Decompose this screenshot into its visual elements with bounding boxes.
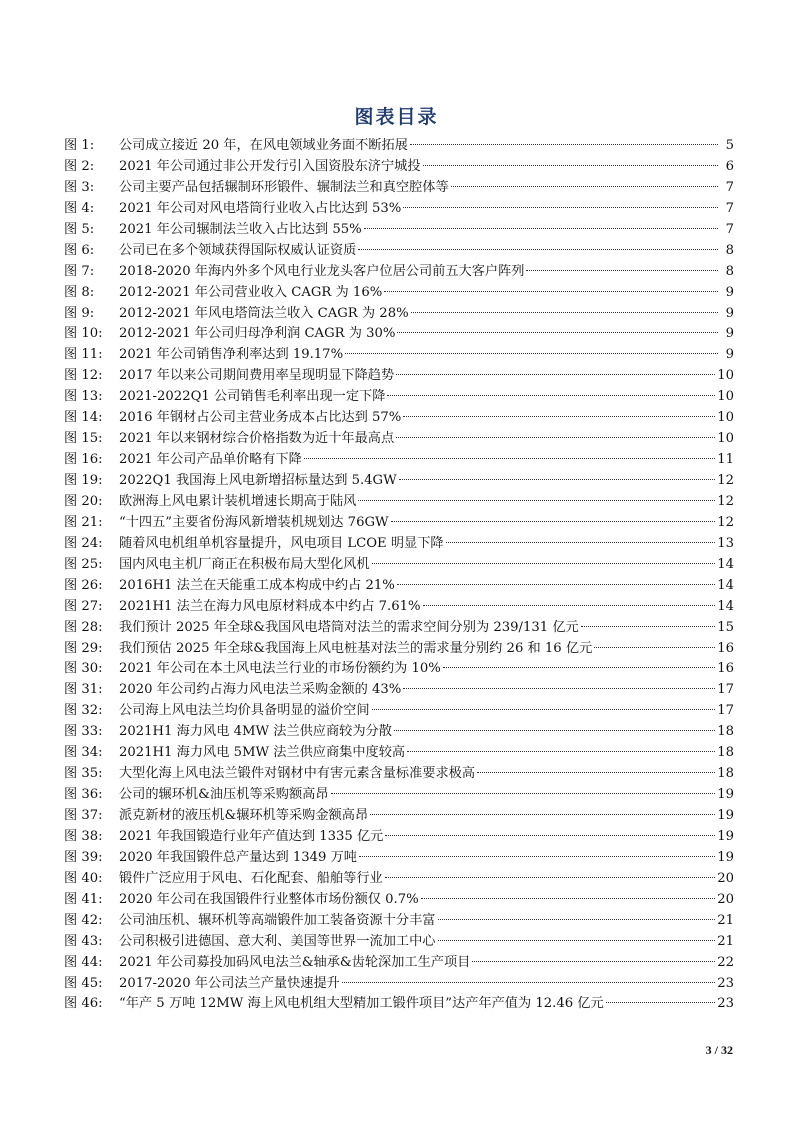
toc-entry[interactable] [64,241,734,262]
toc-entry-label: 图 40: [64,870,103,886]
toc-entry-label: 图 5: [64,221,95,237]
toc-dot-leader [407,751,715,752]
toc-entry-title[interactable]: 我们预估 2025 年全球&我国海上风电桩基对法兰的需求量分别约 26 和 16 亿元 [119,640,593,656]
toc-entry-page[interactable]: 14 [717,598,734,614]
toc-entry-title[interactable]: 2012-2021 年公司归母净利润 CAGR 为 30% [119,326,396,342]
toc-entry[interactable] [64,953,734,974]
toc-entry-page[interactable]: 19 [717,828,734,844]
toc-entry-label: 图 6: [64,242,95,258]
toc-entry[interactable] [64,283,734,304]
toc-entry-label: 图 21: [64,514,103,530]
toc-entry-page[interactable]: 19 [717,808,734,823]
toc-entry-page[interactable]: 12 [717,493,734,509]
toc-entry-page[interactable]: 23 [717,975,734,991]
toc-entry-title[interactable]: 2021 年公司在本土风电法兰行业的市场份额约为 10% [119,661,441,677]
toc-entry[interactable] [64,576,734,597]
toc-dot-leader [387,395,715,396]
toc-entry-label: 图 45: [64,975,103,991]
toc-entry-label: 图 10: [64,326,103,342]
toc-dot-leader [391,521,716,522]
toc-entry-title[interactable]: 2020 年公司约占海力风电法兰采购金额的 43% [119,682,402,698]
toc-entry[interactable] [64,199,734,220]
page-number: 3 / 32 [705,1043,733,1057]
toc-entry-label: 图 28: [64,619,103,635]
toc-entry[interactable] [64,262,734,283]
toc-dot-leader [372,709,716,710]
toc-dot-leader [370,814,715,815]
toc-entry-label: 图 35: [64,766,103,782]
toc-entry-page[interactable]: 6 [725,158,734,174]
toc-entry-page[interactable]: 18 [717,724,734,740]
toc-entry-label: 图 38: [64,828,103,844]
toc-dot-leader [421,898,716,899]
toc-entry-title[interactable]: 2021H1 海力风电 4MW 法兰供应商较为分散 [119,724,392,740]
toc-dot-leader [477,772,715,773]
toc-dot-leader [446,542,716,543]
toc-entry-title[interactable]: 我们预计 2025 年全球&我国风电塔筒对法兰的需求空间分别为 239/131 亿元 [119,619,579,635]
toc-entry-page[interactable]: 18 [717,766,734,782]
toc-entry-title[interactable]: 2021H1 法兰在海力风电原材料成本中约占 7.61% [119,598,421,614]
toc-entry[interactable] [64,659,734,680]
toc-entry-page[interactable]: 10 [717,410,734,426]
toc-entry-title[interactable]: 2018-2020 年海内外多个风电行业龙头客户位居公司前五大客户阵列 [119,263,525,279]
toc-entry-page[interactable]: 19 [717,849,734,865]
toc-entry-label: 图 34: [64,745,103,761]
toc-entry[interactable] [64,827,734,848]
toc-entry-page[interactable]: 9 [725,326,734,342]
toc-dot-leader [411,312,718,313]
toc-entry-title[interactable]: “十四五”主要省份海风新增装机规划达 76GW [119,514,389,530]
toc-entry-label: 图 14: [64,410,103,426]
toc-entry-label: 图 7: [64,263,95,279]
toc-entry-label: 图 12: [64,368,103,384]
toc-entry-label: 图 31: [64,682,103,698]
toc-entry-label: 图 1: [64,138,95,153]
toc-entry-page[interactable]: 7 [725,200,734,216]
toc-entry-page[interactable]: 22 [717,954,734,970]
toc-entry-title[interactable]: 2021 年公司销售净利率达到 19.17% [119,347,344,363]
toc-entry-label: 图 26: [64,577,103,593]
toc-dot-leader [410,144,718,145]
toc-dot-leader [358,249,718,250]
toc-entry-title[interactable]: 2021 年以来钢材综合价格指数为近十年最高点 [119,431,395,447]
toc-entry-label: 图 2: [64,158,95,174]
toc-entry-label: 图 44: [64,954,103,970]
toc-dot-leader [581,626,715,627]
toc-entry-label: 图 46: [64,996,103,1012]
toc-entry[interactable] [64,764,734,785]
toc-entry[interactable] [64,555,734,576]
toc-entry[interactable] [64,994,734,1015]
toc-entry-label: 图 11: [64,347,103,363]
toc-entry-page[interactable]: 8 [725,263,734,279]
toc-entry-title[interactable]: 公司海上风电法兰均价具备明显的溢价空间 [119,703,370,719]
toc-entry-title[interactable]: 欧洲海上风电累计装机增速长期高于陆风 [119,493,357,509]
toc-entry-label: 图 37: [64,808,103,823]
toc-dot-leader [385,877,715,878]
toc-entry-title[interactable]: 2021H1 海力风电 5MW 法兰供应商集中度较高 [119,745,406,761]
toc-entry[interactable] [64,324,734,345]
toc-entry[interactable] [64,136,734,157]
toc-entry-title[interactable]: 2017 年以来公司期间费用率呈现明显下降趋势 [119,368,395,384]
toc-entry-title[interactable]: 2021-2022Q1 公司销售毛利率出现一定下降 [119,389,386,405]
toc-entry-page[interactable]: 16 [717,640,734,656]
toc-entry-title[interactable]: 2021 年公司辗制法兰收入占比达到 55% [119,221,362,237]
toc-entry[interactable] [64,220,734,241]
toc-entry-title[interactable]: 国内风电主机厂商正在积极布局大型化风机 [119,556,370,572]
toc-entry[interactable] [64,408,734,429]
toc-entry-page[interactable]: 9 [725,284,734,300]
toc-entry-label: 图 33: [64,724,103,740]
toc-entry-label: 图 15: [64,431,103,447]
toc-entry[interactable] [64,618,734,639]
toc-dot-leader [358,500,715,501]
toc-dot-leader [364,228,718,229]
toc-entry-title[interactable]: 公司的辗环机&油压机等采购额高昂 [119,787,329,803]
toc-entry-page[interactable]: 7 [725,221,734,237]
toc-entry-label: 图 42: [64,912,103,928]
toc-entry[interactable] [64,974,734,995]
toc-entry-label: 图 36: [64,787,103,803]
toc-entry-page[interactable]: 17 [717,682,734,698]
toc-entry-title[interactable]: 随着风电机组单机容量提升，风电项目 LCOE 明显下降 [119,535,444,551]
toc-entry-title[interactable]: 2021 年公司募投加码风电法兰&轴承&齿轮深加工生产项目 [119,954,471,970]
toc-dot-leader [331,793,716,794]
toc-entry[interactable] [64,743,734,764]
toc-dot-leader [526,270,718,271]
toc-entry-page[interactable]: 11 [717,452,734,468]
toc-entry-title[interactable]: 2017-2020 年公司法兰产量快速提升 [119,975,340,991]
toc-entry[interactable] [64,890,734,911]
toc-entry-page[interactable]: 21 [717,912,734,928]
toc-entry-page[interactable]: 16 [717,661,734,677]
toc-entry[interactable] [64,848,734,869]
toc-entry[interactable] [64,178,734,199]
toc-entry[interactable] [64,932,734,953]
toc-dot-leader [385,835,715,836]
toc-entry[interactable] [64,471,734,492]
toc-entry-page[interactable]: 9 [725,347,734,363]
toc-dot-leader [384,291,718,292]
toc-entry-title[interactable]: 2021 年公司对风电塔筒行业收入占比达到 53% [119,200,402,216]
toc-entry[interactable] [64,680,734,701]
toc-entry-title[interactable]: 2012-2021 年风电塔筒法兰收入 CAGR 为 28% [119,305,409,321]
toc-entry-page[interactable]: 23 [717,996,734,1012]
toc-entry-label: 图 29: [64,640,103,656]
page-title: 图表目录 [354,106,439,128]
toc-entry-label: 图 41: [64,891,103,907]
toc-dot-leader [423,605,716,606]
toc-entry[interactable] [64,785,734,806]
toc-entry-label: 图 25: [64,556,103,572]
toc-entry-page[interactable]: 10 [717,368,734,384]
toc-entry-title[interactable]: 公司已在多个领域获得国际权威认证资质 [119,242,357,258]
toc-entry-title[interactable]: 2020 年我国锻件总产量达到 1349 万吨 [119,849,357,865]
toc-entry-page[interactable]: 8 [725,242,734,258]
figure-table-of-contents [64,136,734,1015]
toc-entry-title[interactable]: 2022Q1 我国海上风电新增招标量达到 5.4GW [119,473,397,488]
toc-dot-leader [372,563,716,564]
toc-dot-leader [399,479,716,480]
toc-entry[interactable] [64,597,734,618]
toc-entry-page[interactable]: 13 [717,535,734,551]
toc-entry[interactable] [64,911,734,932]
toc-entry[interactable] [64,366,734,387]
toc-entry-title[interactable]: 2016H1 法兰在天能重工成本构成中约占 21% [119,577,395,593]
toc-dot-leader [396,437,715,438]
toc-entry-page[interactable]: 15 [717,619,734,635]
toc-entry-title[interactable]: 公司油压机、辗环机等高端锻件加工装备资源十分丰富 [119,912,436,928]
toc-entry[interactable] [64,722,734,743]
toc-entry-title[interactable]: 公司积极引进德国、意大利、美国等世界一流加工中心 [119,933,436,949]
toc-entry-label: 图 30: [64,661,103,677]
toc-dot-leader [342,982,715,983]
toc-entry-label: 图 16: [64,452,103,468]
toc-entry[interactable] [64,701,734,722]
toc-dot-leader [451,186,718,187]
toc-entry-page[interactable]: 14 [717,577,734,593]
toc-entry-label: 图 4: [64,200,95,216]
toc-dot-leader [594,647,715,648]
toc-entry-label: 图 27: [64,598,103,614]
toc-entry-label: 图 24: [64,535,103,551]
toc-entry-title[interactable]: 公司主要产品包括辗制环形锻件、辗制法兰和真空腔体等 [119,179,449,195]
toc-dot-leader [345,353,718,354]
toc-entry[interactable] [64,534,734,555]
toc-entry-page[interactable]: 20 [717,891,734,907]
toc-entry-title[interactable]: 公司成立接近 20 年，在风电领域业务面不断拓展 [119,138,408,153]
toc-entry[interactable] [64,387,734,408]
toc-entry-title[interactable]: 2021 年我国锻造行业年产值达到 1335 亿元 [119,828,384,844]
toc-dot-leader [606,1002,716,1003]
toc-entry-title[interactable]: 2020 年公司在我国锻件行业整体市场份额仅 0.7% [119,891,419,907]
toc-entry[interactable] [64,157,734,178]
toc-entry-label: 图 39: [64,849,103,865]
toc-entry-page[interactable]: 12 [717,514,734,530]
toc-entry-page[interactable]: 10 [717,389,734,405]
toc-entry-label: 图 3: [64,179,95,195]
toc-entry[interactable] [64,345,734,366]
toc-dot-leader [304,458,715,459]
toc-entry[interactable] [64,869,734,890]
toc-dot-leader [403,207,718,208]
toc-entry-title[interactable]: 锻件广泛应用于风电、石化配套、船舶等行业 [119,870,383,886]
toc-dot-leader [472,961,715,962]
toc-entry-page[interactable]: 17 [717,703,734,719]
toc-entry-page[interactable]: 18 [717,745,734,761]
toc-entry-label: 图 32: [64,703,103,719]
toc-entry-page[interactable]: 7 [725,179,734,195]
toc-dot-leader [438,940,716,941]
toc-entry-page[interactable]: 20 [717,870,734,886]
toc-dot-leader [403,416,715,417]
toc-entry-label: 图 19: [64,473,103,488]
toc-entry-page[interactable]: 10 [717,431,734,447]
toc-entry-label: 图 8: [64,284,95,300]
toc-entry-label: 图 43: [64,933,103,949]
toc-entry-page[interactable]: 9 [725,305,734,321]
toc-entry-page[interactable]: 12 [717,473,734,488]
toc-entry-title[interactable]: 大型化海上风电法兰锻件对钢材中有害元素含量标准要求极高 [119,766,476,782]
toc-entry-title[interactable]: 2021 年公司产品单价略有下降 [119,452,302,468]
toc-dot-leader [397,584,715,585]
toc-entry-title[interactable]: 2016 年钢材占公司主营业务成本占比达到 57% [119,410,402,426]
toc-entry-label: 图 9: [64,305,95,321]
toc-entry-title[interactable]: 2012-2021 年公司营业收入 CAGR 为 16% [119,284,383,300]
toc-dot-leader [438,919,716,920]
toc-entry-title[interactable]: 2021 年公司通过非公开发行引入国资股东济宁城投 [119,158,421,174]
toc-entry-page[interactable]: 14 [717,556,734,572]
toc-dot-leader [423,165,718,166]
toc-entry-title[interactable]: “年产 5 万吨 12MW 海上风电机组大型精加工锻件项目”达产年产值为 12.46 亿元 [119,996,604,1012]
toc-entry[interactable] [64,304,734,325]
toc-dot-leader [359,856,715,857]
toc-entry-title[interactable]: 派克新材的液压机&辗环机等采购金额高昂 [119,808,369,823]
toc-dot-leader [443,667,715,668]
toc-entry-label: 图 20: [64,493,103,509]
toc-dot-leader [403,688,715,689]
toc-entry-page[interactable]: 5 [725,138,734,153]
toc-entry-label: 图 13: [64,389,103,405]
toc-entry[interactable] [64,639,734,660]
toc-entry-page[interactable]: 21 [717,933,734,949]
toc-dot-leader [396,374,715,375]
toc-entry[interactable] [64,450,734,471]
toc-dot-leader [397,332,718,333]
toc-entry[interactable] [64,513,734,534]
toc-entry-page[interactable]: 19 [717,787,734,803]
toc-entry[interactable] [64,429,734,450]
toc-entry[interactable] [64,806,734,827]
toc-dot-leader [394,730,715,731]
toc-entry[interactable] [64,492,734,513]
